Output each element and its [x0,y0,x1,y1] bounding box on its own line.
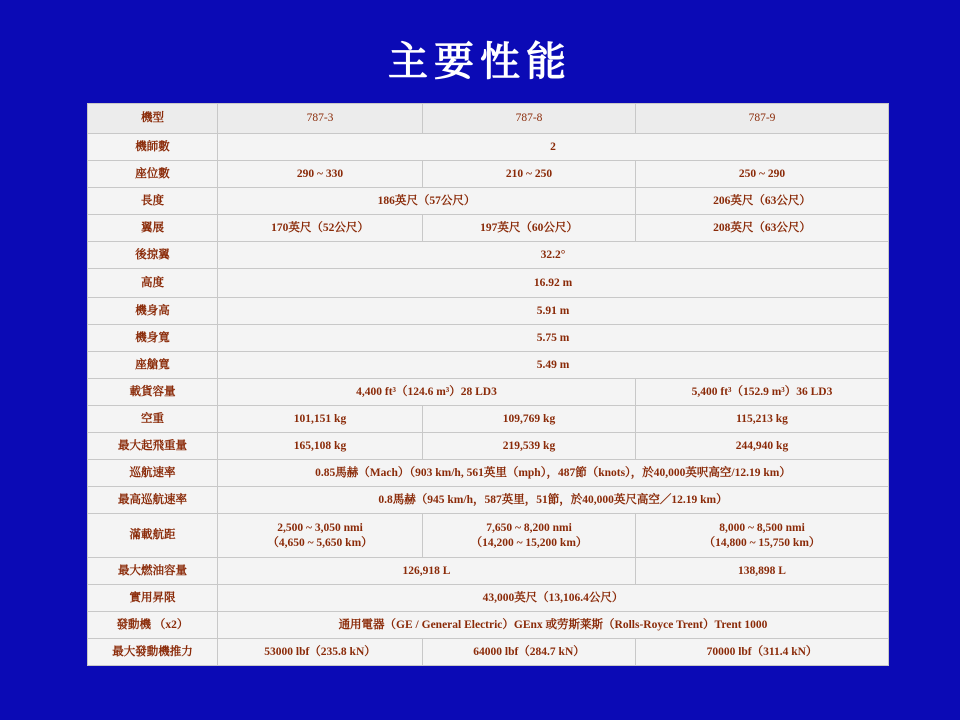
table-cell: 43,000英尺（13,106.4公尺） [218,585,889,612]
cell-line: （4,650 ~ 5,650 km） [267,536,373,549]
table-row [88,352,889,379]
table-row [88,460,889,487]
header-col-787-3: 787-3 [218,104,423,134]
table-cell: 64000 lbf（284.7 kN） [423,639,636,666]
table-cell: 250 ~ 290 [636,161,889,188]
table-cell: 206英尺（63公尺） [636,188,889,215]
cell-line: 2,500 ~ 3,050 nmi [277,521,363,534]
row-label: 巡航速率 [88,460,218,487]
table-cell: 109,769 kg [423,406,636,433]
table-cell: 186英尺（57公尺） [218,188,636,215]
table-cell: 138,898 L [636,558,889,585]
cell-line: （14,800 ~ 15,750 km） [703,536,821,549]
table-row [88,379,889,406]
table-cell: 126,918 L [218,558,636,585]
table-cell: 16.92 m [218,269,889,298]
table-row [88,242,889,269]
table-cell: 5.49 m [218,352,889,379]
row-label: 長度 [88,188,218,215]
table-cell: 197英尺（60公尺） [423,215,636,242]
table-cell: 244,940 kg [636,433,889,460]
table-cell: 170英尺（52公尺） [218,215,423,242]
table-cell: 219,539 kg [423,433,636,460]
table-cell: 290 ~ 330 [218,161,423,188]
row-label: 高度 [88,269,218,298]
table-cell: 0.85馬赫（Mach）（903 km/h, 561英里（mph），487節（knots），於40,000英呎高空/12.19 km） [218,460,889,487]
cell-line: 7,650 ~ 8,200 nmi [486,521,572,534]
table-row [88,558,889,585]
table-row [88,639,889,666]
table-cell: 70000 lbf（311.4 kN） [636,639,889,666]
table-row [88,585,889,612]
table-row [88,215,889,242]
row-label: 機師數 [88,134,218,161]
table-cell [423,514,636,558]
table-cell: 5.91 m [218,298,889,325]
row-label: 最大燃油容量 [88,558,218,585]
table-row [88,134,889,161]
table-cell: 0.8馬赫（945 km/h，587英里，51節，於40,000英尺高空／12.19 km） [218,487,889,514]
table-cell: 208英尺（63公尺） [636,215,889,242]
table-header-row [88,104,889,134]
table-cell [636,514,889,558]
header-col-787-9: 787-9 [636,104,889,134]
spec-table [87,103,889,666]
row-label: 機身寬 [88,325,218,352]
table-cell: 32.2° [218,242,889,269]
header-label: 機型 [88,104,218,134]
table-row [88,188,889,215]
row-label: 後掠翼 [88,242,218,269]
table-cell: 5.75 m [218,325,889,352]
table-cell: 4,400 ft³（124.6 m³）28 LD3 [218,379,636,406]
row-label: 空重 [88,406,218,433]
table-row [88,325,889,352]
row-label: 座位數 [88,161,218,188]
table-row [88,406,889,433]
table-cell: 115,213 kg [636,406,889,433]
table-row [88,487,889,514]
table-row [88,161,889,188]
table-row [88,298,889,325]
row-label: 座艙寬 [88,352,218,379]
slide-title: 主要性能 [388,39,572,85]
table-cell: 5,400 ft³（152.9 m³）36 LD3 [636,379,889,406]
table-row [88,433,889,460]
table-row [88,269,889,298]
table-cell: 53000 lbf（235.8 kN） [218,639,423,666]
row-label: 最大發動機推力 [88,639,218,666]
row-label: 最高巡航速率 [88,487,218,514]
cell-line: 8,000 ~ 8,500 nmi [719,521,805,534]
table-row [88,612,889,639]
row-label: 實用昇限 [88,585,218,612]
row-label: 最大起飛重量 [88,433,218,460]
table-row [88,514,889,558]
row-label: 機身高 [88,298,218,325]
row-label: 發動機 （x2） [88,612,218,639]
table-cell [218,514,423,558]
header-col-787-8: 787-8 [423,104,636,134]
table-cell: 165,108 kg [218,433,423,460]
table-cell: 通用電器（GE / General Electric）GEnx 或劳斯莱斯（Rolls-Royce Trent）Trent 1000 [218,612,889,639]
table-cell: 210 ~ 250 [423,161,636,188]
row-label: 滿載航距 [88,514,218,558]
table-cell: 2 [218,134,889,161]
row-label: 載貨容量 [88,379,218,406]
table-cell: 101,151 kg [218,406,423,433]
cell-line: （14,200 ~ 15,200 km） [470,536,588,549]
row-label: 翼展 [88,215,218,242]
